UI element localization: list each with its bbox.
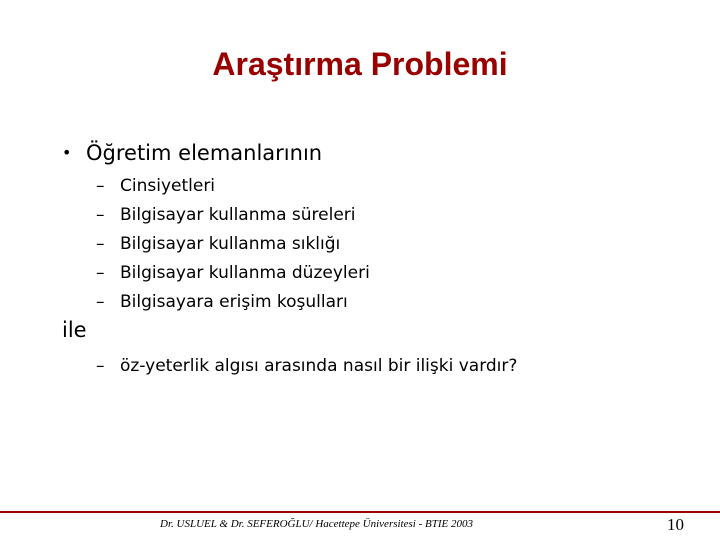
connector-text: ile <box>62 318 87 342</box>
sub-item-text: Bilgisayar kullanma sıklığı <box>120 234 341 254</box>
dash-icon: – <box>96 205 105 225</box>
dash-icon: – <box>96 356 105 376</box>
sub-item <box>96 290 370 319</box>
question-text: öz-yeterlik algısı arasında nasıl bir ilişki vardır? <box>120 356 518 376</box>
sub-item <box>96 261 370 290</box>
page-number: 10 <box>667 515 684 534</box>
slide-title: Araştırma Problemi <box>212 46 508 82</box>
sub-item <box>96 232 370 261</box>
dash-icon: – <box>96 292 105 312</box>
sub-item-text: Bilgisayar kullanma düzeyleri <box>120 263 370 283</box>
sub-item-text: Bilgisayar kullanma süreleri <box>120 205 356 225</box>
dash-icon: – <box>96 176 105 196</box>
footer-divider <box>0 511 720 513</box>
main-bullet <box>62 141 322 165</box>
sub-item <box>96 174 370 203</box>
sub-item-text: Cinsiyetleri <box>120 176 216 196</box>
sub-item-list <box>96 174 370 319</box>
dash-icon: – <box>96 263 105 283</box>
dash-icon: – <box>96 234 105 254</box>
main-bullet-text: Öğretim elemanlarının <box>86 141 323 165</box>
sub-item-text: Bilgisayara erişim koşulları <box>120 292 348 312</box>
question-item <box>96 356 517 376</box>
sub-item <box>96 203 370 232</box>
bullet-icon: • <box>62 143 72 162</box>
footer-credit: Dr. USLUEL & Dr. SEFEROĞLU/ Hacettepe Üniversitesi - BTIE 2003 <box>160 518 473 530</box>
